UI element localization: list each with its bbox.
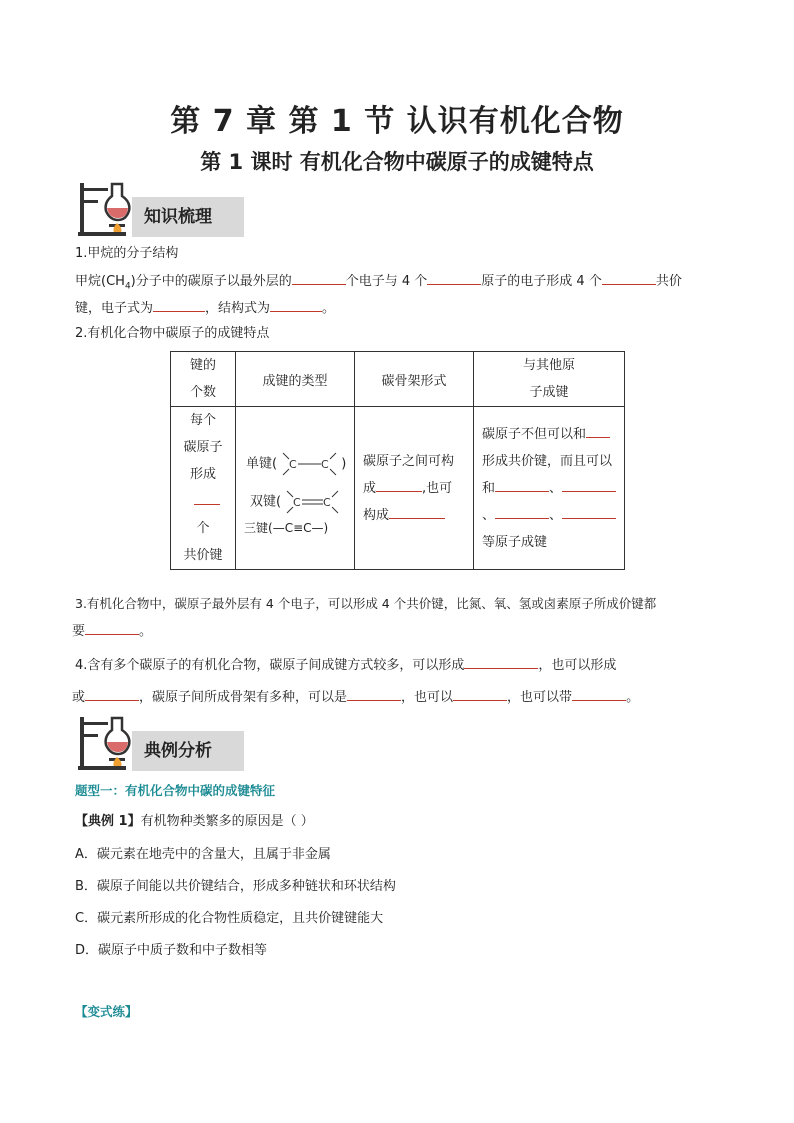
para1-line2	[75, 299, 335, 317]
double-bond-row	[250, 489, 341, 515]
text: ，也可以形成	[538, 658, 617, 673]
question-text: 有机物种类繁多的原因是（ ）	[140, 814, 314, 829]
text: 要	[72, 624, 86, 639]
text: 个	[196, 521, 210, 536]
svg-text:C: C	[293, 496, 301, 509]
bonding-table	[170, 351, 625, 570]
single-bond-structure-icon	[281, 451, 341, 477]
text: 个数	[189, 385, 216, 400]
lesson-subtitle: 第 1 课时 有机化合物中碳原子的成键特点	[200, 150, 594, 174]
answer-blank[interactable]	[194, 492, 220, 505]
table-cell-bond-type	[236, 407, 355, 570]
text: )	[341, 456, 347, 472]
text: 个电子与 4 个	[345, 274, 428, 289]
answer-blank[interactable]	[347, 688, 401, 701]
section-heading-examples: 典例分析	[132, 731, 244, 771]
lab-equipment-icon	[76, 714, 134, 772]
text: 和	[482, 480, 496, 496]
text: 。	[626, 690, 640, 705]
text: 甲烷(CH	[75, 274, 125, 289]
answer-blank[interactable]	[427, 272, 481, 285]
example-question	[75, 814, 314, 830]
answer-blank[interactable]	[562, 479, 616, 492]
example-tag: 【典例 1】	[75, 814, 141, 829]
answer-blank[interactable]	[153, 299, 205, 312]
triple-bond-row	[244, 519, 328, 536]
table-header-bond-type: 成键的类型	[236, 352, 355, 407]
text: 4.含有多个碳原子的有机化合物，碳原子间成键方式较多，可以形成	[75, 658, 465, 673]
table-header-skeleton: 碳骨架形式	[355, 352, 474, 407]
option-a[interactable]: A．碳元素在地壳中的含量大，且属于非金属	[75, 847, 331, 862]
svg-text:C: C	[321, 458, 329, 471]
answer-blank[interactable]	[602, 272, 656, 285]
answer-blank[interactable]	[376, 479, 422, 492]
table-header-bond-count	[171, 352, 236, 407]
text: 共价键	[183, 548, 223, 563]
text: 与其他原	[522, 358, 575, 373]
answer-blank[interactable]	[495, 506, 549, 519]
page-title: 第 7 章 第 1 节 认识有机化合物	[170, 104, 624, 139]
text: 碳原子	[183, 440, 223, 455]
text: 形成共价键，而且可以	[482, 453, 613, 469]
text: 键的	[189, 358, 216, 373]
text: 碳原子之间可构	[363, 453, 455, 469]
text: 、	[549, 507, 563, 523]
table-cell-bond-count	[171, 407, 236, 570]
table-cell-skeleton	[355, 407, 474, 570]
text: —C≡C—	[272, 521, 324, 535]
option-d[interactable]: D．碳原子中质子数和中子数相等	[75, 943, 268, 958]
double-bond-structure-icon	[285, 489, 341, 515]
answer-blank[interactable]	[85, 622, 139, 635]
text: 三键(	[244, 521, 273, 535]
text: 、	[482, 507, 496, 523]
text: 每个	[189, 413, 216, 428]
text: 单键(	[246, 456, 278, 472]
text: ，也可以带	[507, 690, 573, 705]
para4-line2	[72, 688, 639, 706]
answer-blank[interactable]	[270, 299, 322, 312]
text: 碳原子不但可以和	[482, 426, 587, 442]
answer-blank[interactable]	[572, 688, 626, 701]
answer-blank[interactable]	[453, 688, 507, 701]
text: 共价	[655, 274, 682, 289]
para3-line2	[72, 622, 152, 640]
text: ，也可以	[401, 690, 454, 705]
svg-text:C: C	[289, 458, 297, 471]
answer-blank[interactable]	[495, 479, 549, 492]
text: 原子的电子形成 4 个	[481, 274, 602, 289]
subscript: 4	[124, 281, 131, 292]
text: )分子中的碳原子以最外层的	[130, 274, 292, 289]
answer-blank[interactable]	[586, 425, 610, 438]
option-b[interactable]: B．碳原子间能以共价键结合，形成多种链状和环状结构	[75, 879, 396, 894]
text: 子成键	[529, 385, 569, 400]
text: 或	[72, 690, 86, 705]
text: 。	[139, 624, 153, 639]
text: 形成	[189, 467, 216, 482]
text: 键，电子式为	[75, 301, 154, 316]
para1-heading: 1.甲烷的分子结构	[75, 246, 179, 261]
para4-line1	[75, 656, 616, 674]
question-type-heading: 题型一：有机化合物中碳的成键特征	[75, 783, 276, 798]
text: 双键(	[250, 494, 282, 510]
lab-equipment-icon	[76, 180, 134, 238]
para3-line1: 3.有机化合物中，碳原子最外层有 4 个电子，可以形成 4 个共价键，比氮、氧、氢或卤素原子所成价键都	[75, 596, 657, 611]
para1-line1	[75, 272, 682, 295]
text: 等原子成键	[482, 534, 548, 550]
svg-text:C: C	[323, 496, 331, 509]
table-header-other-atoms	[474, 352, 625, 407]
option-c[interactable]: C．碳元素所形成的化合物性质稳定，且共价键键能大	[75, 911, 384, 926]
text: 。	[322, 301, 336, 316]
section-heading-knowledge: 知识梳理	[132, 197, 244, 237]
table-cell-other-atoms	[474, 407, 625, 570]
para2-heading: 2.有机化合物中碳原子的成键特点	[75, 326, 270, 341]
answer-blank[interactable]	[389, 506, 445, 519]
variant-practice-heading: 【变式练】	[75, 1004, 138, 1019]
answer-blank[interactable]	[562, 506, 616, 519]
single-bond-row	[246, 451, 346, 477]
answer-blank[interactable]	[464, 656, 538, 669]
text: ，结构式为	[205, 301, 271, 316]
text: 构成	[363, 507, 390, 523]
text: 、	[549, 480, 563, 496]
text: )	[323, 521, 329, 535]
text: ,也可	[422, 480, 453, 496]
answer-blank[interactable]	[292, 272, 346, 285]
text: ，碳原子间所成骨架有多种，可以是	[139, 690, 348, 705]
text: 成	[363, 480, 377, 496]
answer-blank[interactable]	[85, 688, 139, 701]
